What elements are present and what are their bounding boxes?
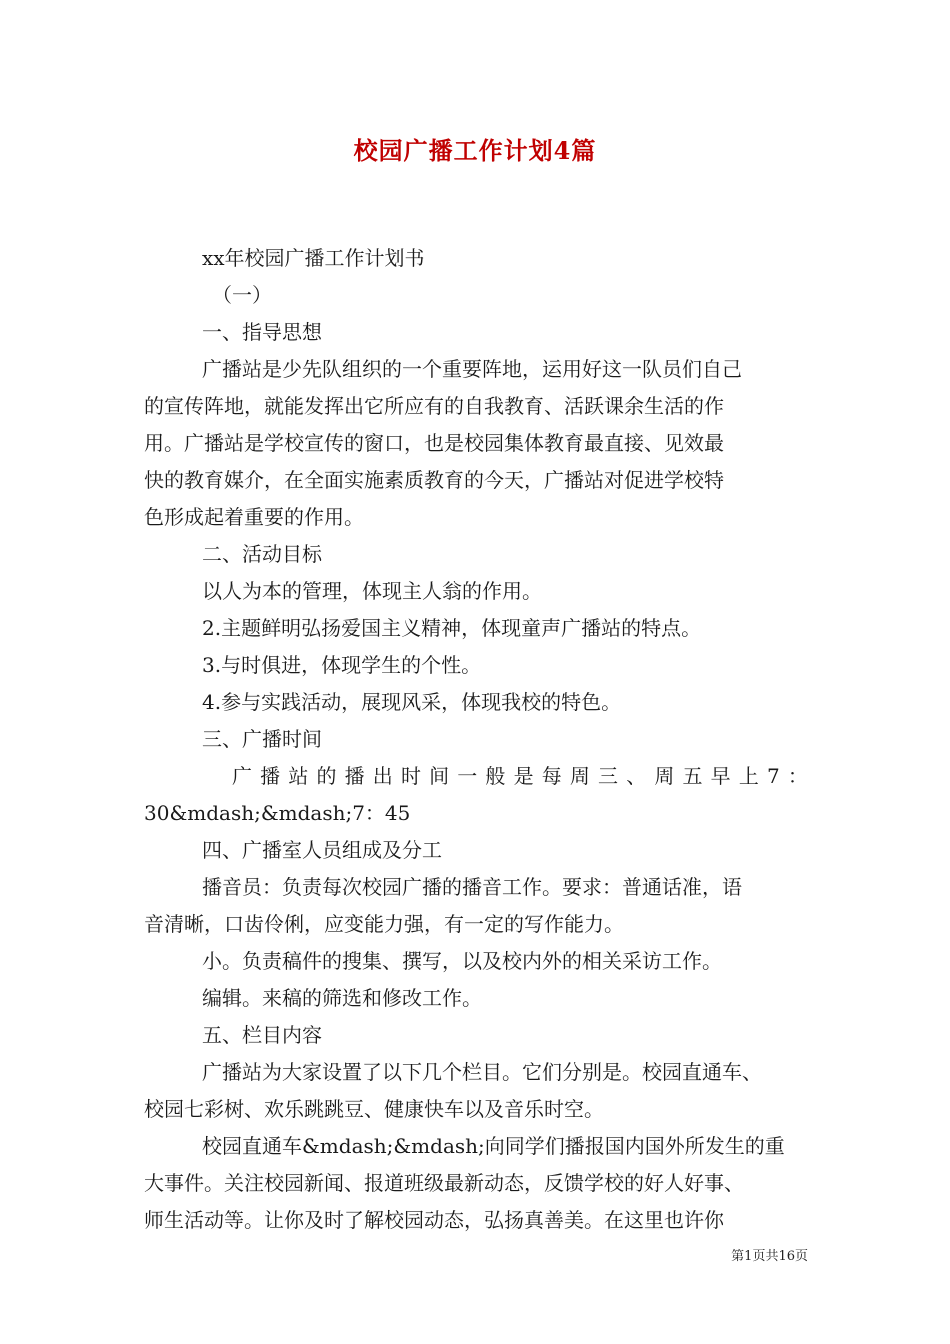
section-number: （一）	[212, 283, 272, 307]
text-char: 上	[738, 764, 759, 788]
text-char: 的	[316, 764, 337, 788]
text-char: 三	[598, 764, 619, 788]
list-item: 4.参与实践活动，展现风采，体现我校的特色。	[202, 690, 622, 714]
text-char: 五	[682, 764, 703, 788]
paragraph-line: 广播站为大家设置了以下几个栏目。它们分别是。校园直通车、	[202, 1060, 762, 1084]
text-char: 播	[260, 764, 281, 788]
text-char: 一	[457, 764, 478, 788]
text-char: 广	[232, 764, 252, 788]
paragraph-line: 音清晰，口齿伶俐，应变能力强，有一定的写作能力。	[144, 912, 624, 936]
paragraph-line: 大事件。关注校园新闻、报道班级最新动态，反馈学校的好人好事、	[144, 1171, 744, 1195]
list-item: 3.与时俱进，体现学生的个性。	[202, 653, 482, 677]
paragraph-line: 快的教育媒介，在全面实施素质教育的今天，广播站对促进学校特	[144, 468, 724, 492]
text-char: 周	[569, 764, 590, 788]
page-footer: 第1页共16页	[731, 1249, 808, 1264]
text-char: 每	[541, 764, 562, 788]
paragraph-line: 用。广播站是学校宣传的窗口，也是校园集体教育最直接、见效最	[144, 431, 724, 455]
heading-activity-goals: 二、活动目标	[202, 542, 322, 566]
paragraph-line: 的宣传阵地，就能发挥出它所应有的自我教育、活跃课余生活的作	[144, 394, 724, 418]
subtitle-line: xx年校园广播工作计划书	[202, 246, 425, 270]
list-item: 2.主题鲜明弘扬爱国主义精神，体现童声广播站的特点。	[202, 616, 702, 640]
document-title: 校园广播工作计划4篇	[353, 136, 597, 165]
document-body	[144, 240, 808, 1239]
paragraph-line: 小。负责稿件的搜集、撰写，以及校内外的相关采访工作。	[202, 949, 722, 973]
heading-staff: 四、广播室人员组成及分工	[202, 838, 442, 862]
paragraph-line: 校园七彩树、欢乐跳跳豆、健康快车以及音乐时空。	[144, 1097, 604, 1121]
paragraph-line: 播音员：负责每次校园广播的播音工作。要求：普通话准，语	[202, 875, 742, 899]
text-char: 时	[400, 764, 421, 788]
heading-broadcast-time: 三、广播时间	[202, 727, 322, 751]
paragraph-line: 广播站是少先队组织的一个重要阵地，运用好这一队员们自己	[202, 357, 742, 381]
text-char: 、	[626, 764, 647, 788]
text-char: 周	[654, 764, 675, 788]
text-char: 站	[288, 764, 309, 788]
text-char: 是	[513, 764, 534, 788]
text-char: 播	[344, 764, 365, 788]
text-char: 7	[766, 764, 780, 788]
paragraph-line: 30&mdash;&mdash;7：45	[144, 801, 411, 825]
text-char: 般	[485, 764, 506, 788]
paragraph-line: 色形成起着重要的作用。	[144, 505, 364, 529]
broadcast-time-line	[144, 758, 808, 795]
text-char: 出	[372, 764, 393, 788]
paragraph-line: 以人为本的管理，体现主人翁的作用。	[202, 579, 542, 603]
text-char: 早	[710, 764, 731, 788]
paragraph-line: 师生活动等。让你及时了解校园动态，弘扬真善美。在这里也许你	[144, 1208, 724, 1232]
text-char: 间	[429, 764, 450, 788]
heading-columns: 五、栏目内容	[202, 1023, 322, 1047]
paragraph-line: 编辑。来稿的筛选和修改工作。	[202, 986, 482, 1010]
heading-guiding-ideology: 一、指导思想	[202, 320, 322, 344]
text-char: ：	[787, 764, 808, 788]
paragraph-line: 校园直通车&mdash;&mdash;向同学们播报国内国外所发生的重	[202, 1134, 785, 1158]
